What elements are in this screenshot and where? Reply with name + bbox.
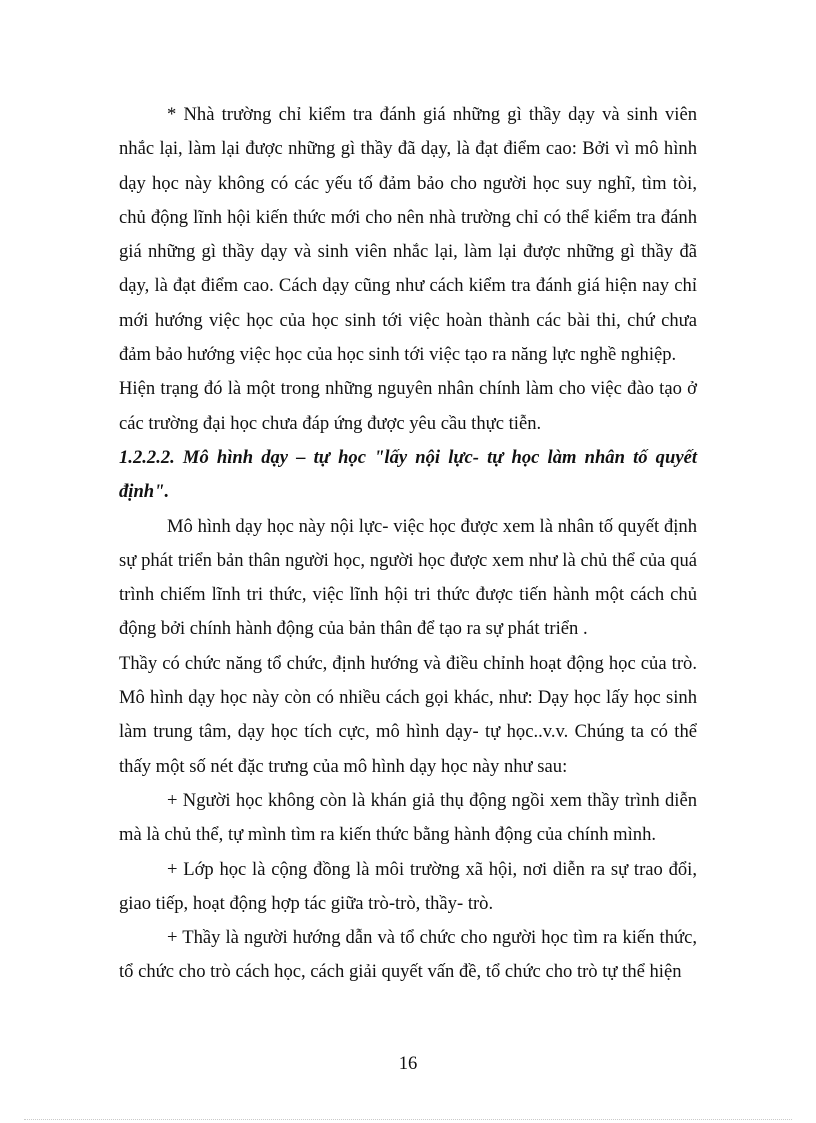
paragraph-model-description: Mô hình dạy học này nội lực- việc học được xem là nhân tố quyết định sự phát triển bản thân người học, người học được xem như là chủ thể của quá trình chiếm lĩnh tri thức, việc lĩnh hội tri thức được tiến hành một cách chủ động bởi chính hành động của bản thân để tạo ra sự phát triển . [119,515,697,640]
section-heading-1-2-2-2: 1.2.2.2. Mô hình dạy – tự học "lấy nội lực- tự học làm nhân tố quyết định". [119,446,697,503]
footer-divider [24,1119,792,1120]
page-number: 16 [398,1053,418,1074]
list-item-learner: + Người học không còn là khán giả thụ động ngồi xem thầy trình diễn mà là chủ thể, tự mình tìm ra kiến thức bằng hành động của chính mình. [119,789,697,846]
paragraph-assessment-critique: * Nhà trường chỉ kiểm tra đánh giá những gì thầy dạy và sinh viên nhắc lại, làm lại được những gì thầy đã dạy, là đạt điểm cao: Bởi vì mô hình dạy học này không có các yếu tố đảm bảo cho người học suy nghĩ, tìm tòi, chủ động lĩnh hội kiến thức mới cho nên nhà trường chỉ có thể kiểm tra đánh giá những gì thầy dạy và sinh viên nhắc lại, làm lại được những gì thầy đã dạy, là đạt điểm cao. Cách dạy cũng như cách kiểm tra đánh giá hiện nay chỉ mới hướng việc học của học sinh tới việc hoàn thành các bài thi, chứ chưa đảm bảo hướng việc học của học sinh tới việc tạo ra năng lực nghề nghiệp. [119,104,697,366]
paragraph-teacher-role: Thầy có chức năng tổ chức, định hướng và điều chỉnh hoạt động học của trò. Mô hình dạy học này còn có nhiều cách gọi khác, như: Dạy học lấy học sinh làm trung tâm, dạy học tích cực, mô hình dạy- tự học..v.v. Chúng ta có thể thấy một số nét đặc trưng của mô hình dạy học này như sau: [119,652,697,777]
page-content [119,98,697,990]
list-item-classroom: + Lớp học là cộng đồng là môi trường xã hội, nơi diễn ra sự trao đổi, giao tiếp, hoạt động hợp tác giữa trò-trò, thầy- trò. [119,858,697,914]
paragraph-current-state: Hiện trạng đó là một trong những nguyên nhân chính làm cho việc đào tạo ở các trường đại học chưa đáp ứng được yêu cầu thực tiễn. [119,378,697,434]
list-item-teacher: + Thầy là người hướng dẫn và tổ chức cho người học tìm ra kiến thức, tổ chức cho trò cách học, cách giải quyết vấn đề, tổ chức cho trò tự thể hiện [119,927,697,983]
